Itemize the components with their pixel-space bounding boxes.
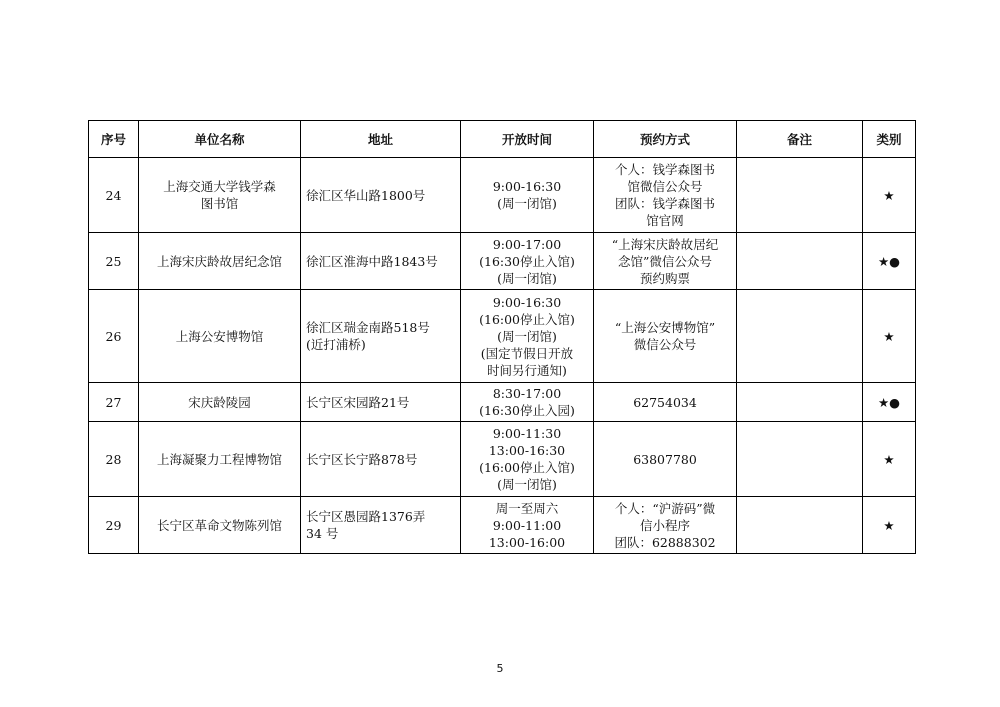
- category-symbol: ★●: [863, 233, 916, 290]
- hours-line: 9:00-17:00: [492, 236, 562, 252]
- venue-name: [139, 383, 301, 422]
- header-cell: 预约方式: [594, 121, 737, 158]
- hours-line: 9:00-16:30: [492, 179, 562, 194]
- opening-hours: [461, 290, 594, 383]
- booking-method: [594, 290, 737, 383]
- category-symbol: ★: [863, 422, 916, 497]
- note: [737, 158, 863, 233]
- note: [737, 290, 863, 383]
- booking-line: 预约购票: [639, 270, 690, 286]
- table-row: [89, 290, 916, 383]
- booking-line: 馆微信公众号: [627, 179, 703, 194]
- venue-name-line: 上海公安博物馆: [175, 328, 264, 344]
- booking-line: 62754034: [633, 394, 697, 410]
- header-cell: 备注: [737, 121, 863, 158]
- header-cell: 类别: [863, 121, 916, 158]
- booking-line: “上海公安博物馆”: [614, 320, 716, 335]
- note: [737, 233, 863, 290]
- row-number: 25: [89, 233, 139, 290]
- venue-name: [139, 233, 301, 290]
- row-number: 29: [89, 497, 139, 554]
- category-symbol: ★: [863, 290, 916, 383]
- venue-name-line: 上海宋庆龄故居纪念馆: [156, 253, 282, 269]
- venue-address: [301, 158, 461, 233]
- hours-line: (周一闭馆): [497, 477, 557, 492]
- address-line: 徐汇区淮海中路1843号: [306, 253, 438, 269]
- venue-name-line: 上海凝聚力工程博物馆: [156, 451, 282, 467]
- table-header-row: [89, 121, 916, 158]
- venue-name: [139, 422, 301, 497]
- page-number: 5: [496, 662, 504, 675]
- hours-line: (16:30停止入园): [479, 403, 575, 418]
- booking-line: 信小程序: [639, 517, 690, 533]
- booking-line: 馆官网: [646, 213, 684, 228]
- address-line: 长宁区宋园路21号: [306, 394, 410, 410]
- venue-name-line: 宋庆龄陵园: [188, 394, 251, 410]
- venue-name-line: 图书馆: [200, 196, 239, 211]
- hours-line: (周一闭馆): [497, 328, 557, 344]
- venue-table: [88, 120, 916, 554]
- hours-line: 9:00-11:30: [492, 426, 562, 441]
- hours-line: (国定节假日开放: [480, 345, 574, 361]
- opening-hours: [461, 383, 594, 422]
- booking-line: 团队：钱学森图书: [614, 196, 715, 211]
- booking-line: “上海宋庆龄故居纪: [611, 236, 719, 252]
- opening-hours: [461, 233, 594, 290]
- hours-line: 13:00-16:30: [488, 443, 566, 458]
- booking-line: 个人：“沪游码”微: [614, 500, 716, 516]
- note: [737, 383, 863, 422]
- venue-name-line: 上海交通大学钱学森: [163, 179, 276, 194]
- booking-line: 个人：钱学森图书: [614, 162, 715, 177]
- opening-hours: [461, 497, 594, 554]
- address-line: 徐汇区瑞金南路518号: [306, 320, 430, 335]
- hours-line: 9:00-16:30: [492, 294, 562, 310]
- venue-name: [139, 158, 301, 233]
- category-symbol: ★: [863, 158, 916, 233]
- row-number: 28: [89, 422, 139, 497]
- address-line: 徐汇区华山路1800号: [306, 187, 426, 203]
- header-cell: 序号: [89, 121, 139, 158]
- hours-line: 时间另行通知): [487, 362, 567, 378]
- venue-address: [301, 233, 461, 290]
- address-line: 34 号: [306, 526, 339, 541]
- header-cell: 地址: [301, 121, 461, 158]
- hours-line: 9:00-11:00: [492, 517, 562, 533]
- note: [737, 497, 863, 554]
- opening-hours: [461, 158, 594, 233]
- venue-address: [301, 290, 461, 383]
- table-row: [89, 422, 916, 497]
- venue-name: [139, 497, 301, 554]
- header-cell: 开放时间: [461, 121, 594, 158]
- booking-line: 微信公众号: [633, 337, 697, 352]
- hours-line: 8:30-17:00: [492, 386, 562, 401]
- category-symbol: ★●: [863, 383, 916, 422]
- booking-line: 团队：62888302: [614, 534, 716, 550]
- row-number: 26: [89, 290, 139, 383]
- booking-line: 63807780: [633, 451, 697, 467]
- venue-address: [301, 497, 461, 554]
- hours-line: (16:00停止入馆): [479, 460, 575, 475]
- hours-line: (16:00停止入馆): [479, 311, 575, 327]
- booking-method: [594, 233, 737, 290]
- opening-hours: [461, 422, 594, 497]
- address-line: 长宁区长宁路878号: [306, 451, 418, 467]
- row-number: 24: [89, 158, 139, 233]
- address-line: 长宁区愚园路1376弄: [306, 509, 426, 524]
- booking-method: [594, 158, 737, 233]
- venue-name: [139, 290, 301, 383]
- row-number: 27: [89, 383, 139, 422]
- table-row: [89, 497, 916, 554]
- booking-method: [594, 383, 737, 422]
- category-symbol: ★: [863, 497, 916, 554]
- note: [737, 422, 863, 497]
- table-row: [89, 158, 916, 233]
- hours-line: 周一至周六: [495, 500, 559, 516]
- table-row: [89, 383, 916, 422]
- header-cell: 单位名称: [139, 121, 301, 158]
- booking-line: 念馆”微信公众号: [618, 253, 712, 269]
- hours-line: (16:30停止入馆): [479, 253, 575, 269]
- hours-line: (周一闭馆): [497, 270, 557, 286]
- venue-name-line: 长宁区革命文物陈列馆: [156, 517, 282, 533]
- table-row: [89, 233, 916, 290]
- booking-method: [594, 422, 737, 497]
- hours-line: (周一闭馆): [497, 196, 557, 211]
- address-line: (近打浦桥): [306, 337, 366, 352]
- venue-address: [301, 422, 461, 497]
- hours-line: 13:00-16:00: [488, 534, 566, 550]
- booking-method: [594, 497, 737, 554]
- venue-address: [301, 383, 461, 422]
